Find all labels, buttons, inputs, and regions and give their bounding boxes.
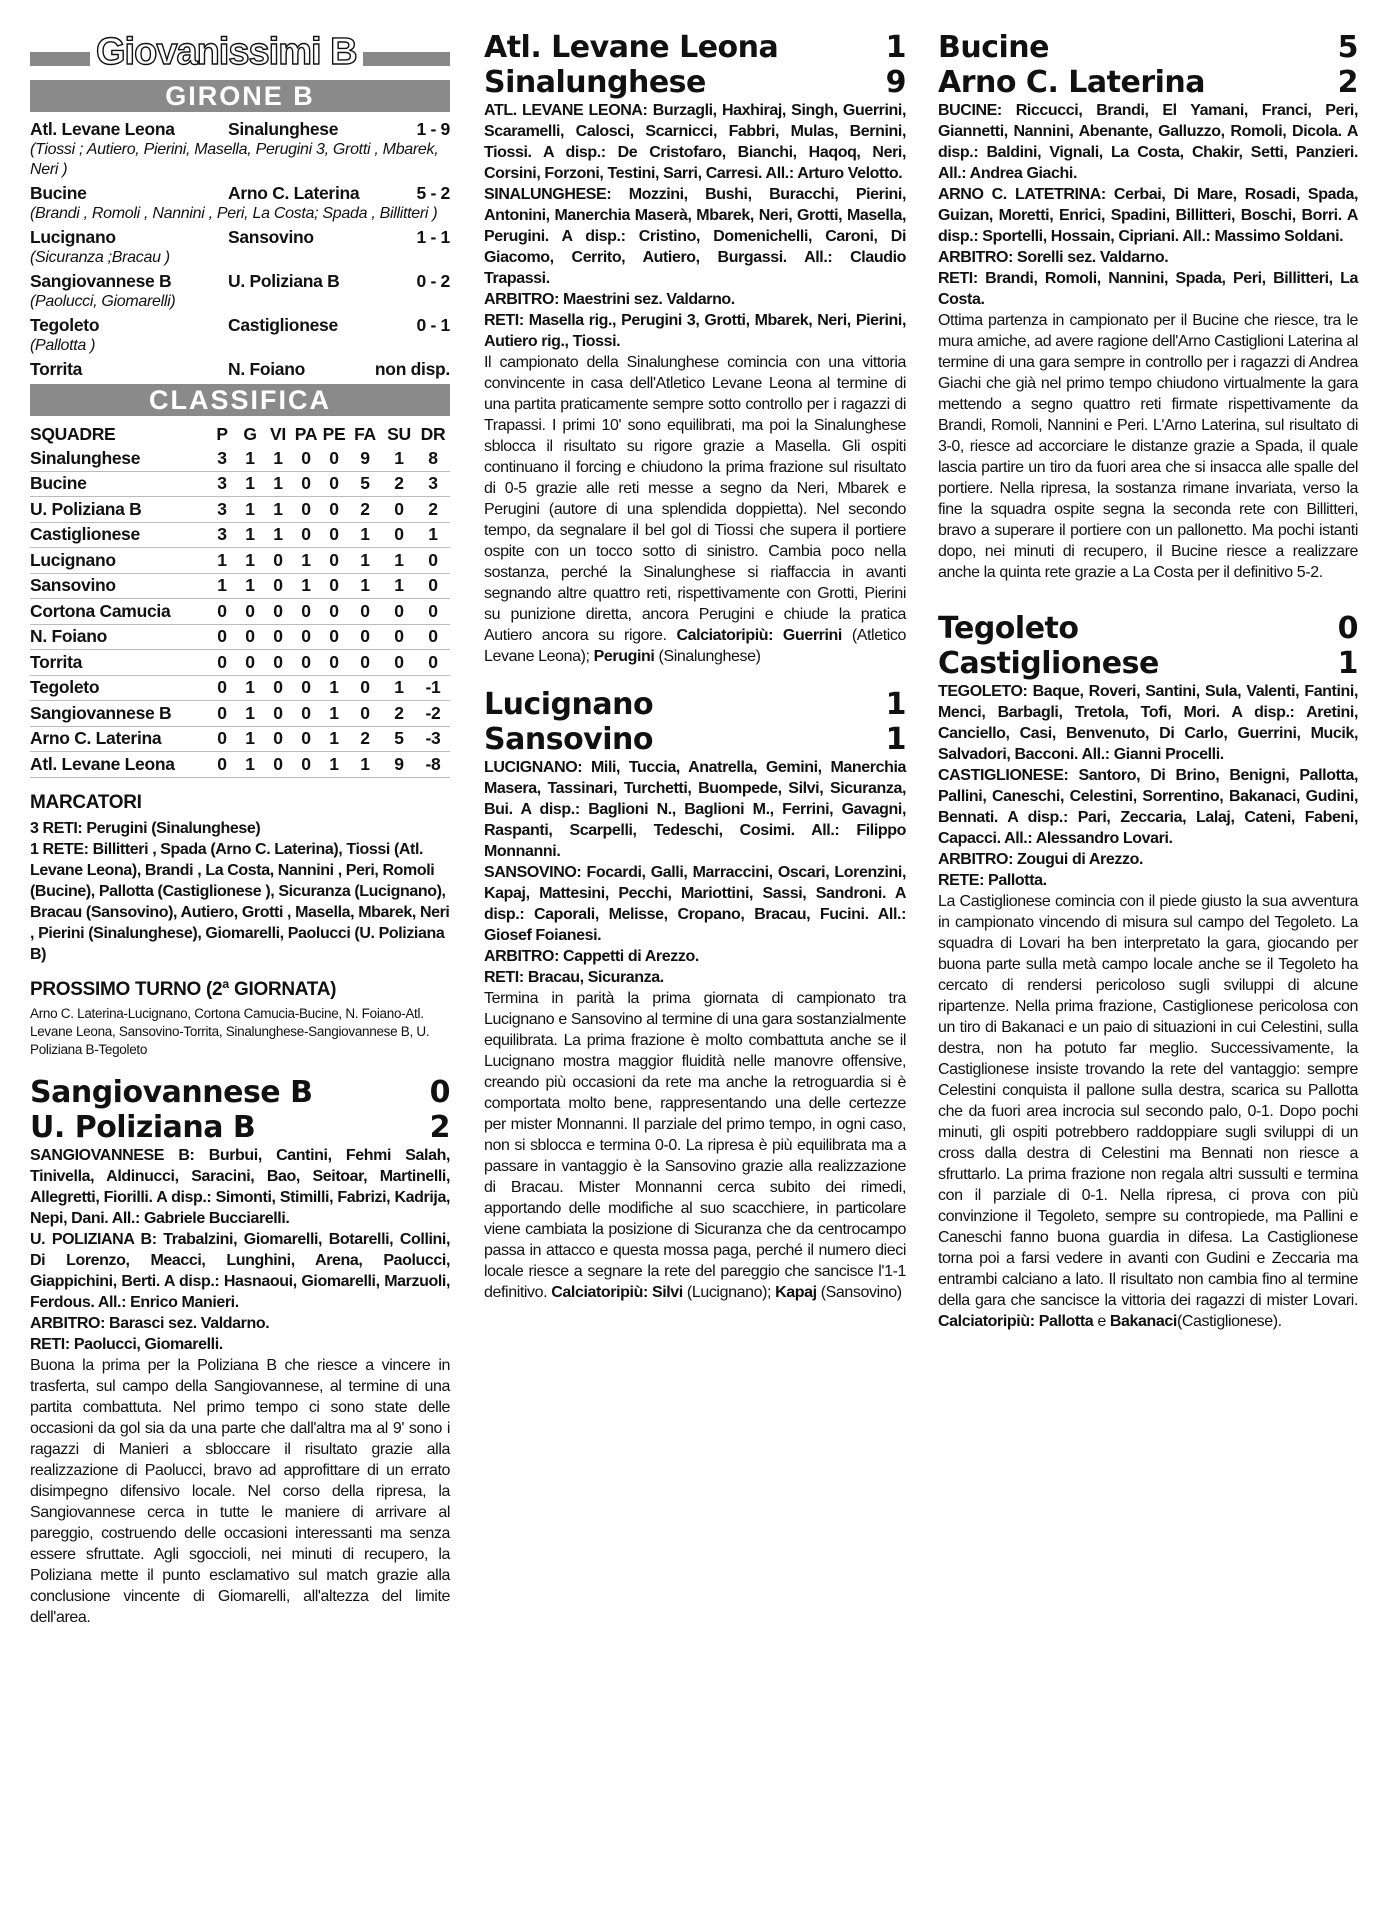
match-report-tegoleto — [938, 611, 1358, 1332]
standings-value: 1 — [320, 701, 348, 727]
standings-value: 0 — [292, 650, 320, 676]
scorers-title: MARCATORI — [30, 791, 142, 813]
standings-value: 1 — [236, 752, 264, 778]
away-team: Sinalunghese — [228, 119, 339, 139]
match-header-home — [938, 611, 1358, 646]
standings-value: 0 — [208, 624, 236, 650]
standings-value: 0 — [264, 624, 292, 650]
standings-value: 0 — [348, 675, 382, 701]
standings-team: Atl. Levane Leona — [30, 752, 208, 778]
away-team: Arno C. Laterina — [228, 183, 360, 203]
goals: RETI: Brandi, Romoli, Nannini, Spada, Peri, Billitteri, La Costa. — [938, 270, 1358, 308]
standings-value: 0 — [320, 548, 348, 574]
standings-value: 1 — [292, 548, 320, 574]
standings-value: 0 — [382, 650, 416, 676]
report-text: Termina in parità la prima giornata di campionato tra Lucignano e Sansovino al termine di una gara sostanzialmente equilibrata. La prima frazione è molto combattuta anche se il Lucignano mostra maggior fluidità nelle manovre offensive, creando più occasioni da rete ma anche la retroguardia si è comportata molto bene, rappresentando una delle certezze per mister Monnanni. Il parziale del primo tempo, in ogni caso, non si sblocca e termina 0-0. La ripresa è più equilibrata ma a passare in vantaggio è la Sansovino grazie alla realizzazione di Bracau. Mister Monnanni cerca subito dei rimedi, apportando delle modifiche al suo scacchiere, in particolare viene cambiata la posizione di Sicuranza che da centrocampo passa in attacco e questa mossa paga, perché il numero dieci locale riesce a segnare la rete del pareggio che sancisce l'1-1 definitivo. — [484, 990, 906, 1301]
standings-value: 1 — [264, 446, 292, 471]
away-team: Castiglionese — [938, 646, 1159, 681]
standings-header-stat: PE — [322, 423, 346, 444]
standings-value: 0 — [264, 573, 292, 599]
standings-value: 0 — [292, 497, 320, 523]
best-player-team: (Lucignano); — [686, 1284, 772, 1301]
home-team: Bucine — [938, 30, 1049, 65]
match-report — [484, 988, 906, 1303]
standings-body — [30, 446, 450, 777]
match-report-levane — [484, 30, 906, 667]
standings-value: 2 — [382, 471, 416, 497]
match-report-sangiovannese — [30, 1075, 450, 1628]
standings-value: 0 — [292, 471, 320, 497]
standings-header-stat: FA — [354, 423, 376, 444]
away-team: Arno C. Laterina — [938, 65, 1206, 100]
standings-value: 0 — [382, 599, 416, 625]
away-score: 9 — [885, 65, 906, 100]
standings-value: 1 — [416, 522, 450, 548]
standings-value: 0 — [208, 675, 236, 701]
standings-row — [30, 548, 450, 574]
standings-row — [30, 701, 450, 727]
standings-value: 0 — [292, 752, 320, 778]
standings-value: -1 — [416, 675, 450, 701]
away-lineup: SINALUNGHESE: Mozzini, Bushi, Buracchi, Pierini, Antonini, Manerchia Maserà, Mbarek, Neri, Grotti, Masella, Perugini. A disp.: Cristino, Domenichelli, Caroni, Di Giacomo, Cerrito, Autiero, Burgassi. All.: Claudio Trapassi. — [484, 186, 906, 287]
result-scorers: (Sicuranza ;Bracau ) — [30, 249, 170, 266]
section-title: Giovanissimi B — [90, 30, 363, 74]
away-lineup: U. POLIZIANA B: Trabalzini, Giomarelli, Botarelli, Collini, Di Lorenzo, Meacci, Lunghini, Arena, Paolucci, Giappichini, Berti. A disp.: Hasnaoui, Giomarelli, Marzuoli, Ferdous. All.: Enrico Manieri. — [30, 1230, 450, 1311]
standings-row — [30, 497, 450, 523]
home-team: Tegoleto — [938, 611, 1079, 646]
standings-row — [30, 471, 450, 497]
standings-team: Arno C. Laterina — [30, 726, 208, 752]
standings-value: 2 — [382, 701, 416, 727]
standings-value: 0 — [348, 701, 382, 727]
best-player-team: (Sinalunghese) — [658, 648, 761, 665]
standings-value: 1 — [236, 573, 264, 599]
home-lineup: SANGIOVANNESE B: Burbui, Cantini, Fehmi Salah, Tinivella, Aldinucci, Saracini, Bao, Seitoar, Martinelli, Allegretti, Fiorilli. A disp.: Simonti, Stimilli, Fabrizi, Kadrija, Nepi, Dani. All.: Gabriele Bucciarelli. — [30, 1146, 450, 1227]
standings-value: 0 — [348, 624, 382, 650]
match-header-away — [484, 65, 906, 100]
score: 5 - 2 — [416, 183, 450, 203]
away-team: U. Poliziana B — [30, 1109, 256, 1145]
result-scorers: (Tiossi ; Autiero, Pierini, Masella, Perugini 3, Grotti , Mbarek, Neri ) — [30, 141, 439, 178]
match-header-home — [938, 30, 1358, 65]
standings-value: 1 — [236, 675, 264, 701]
home-team: Sangiovannese B — [30, 271, 172, 291]
match-report-bucine — [938, 30, 1358, 583]
standings-value: -8 — [416, 752, 450, 778]
standings-value: 2 — [416, 497, 450, 523]
standings-value: 1 — [320, 726, 348, 752]
result-item — [30, 358, 450, 380]
best-player-connector: e — [1097, 1313, 1106, 1330]
standings-value: 1 — [320, 675, 348, 701]
standings-value: 0 — [416, 548, 450, 574]
best-player: Guerrini — [782, 627, 842, 644]
home-team: Bucine — [30, 183, 87, 203]
result-scorers: (Paolucci, Giomarelli) — [30, 293, 176, 310]
standings-value: 0 — [320, 650, 348, 676]
away-team: Sansovino — [484, 722, 653, 757]
standings-value: 1 — [348, 573, 382, 599]
standings-value: 0 — [320, 471, 348, 497]
standings-value: 0 — [292, 726, 320, 752]
standings-value: 0 — [264, 675, 292, 701]
match-report — [938, 891, 1358, 1332]
referee: ARBITRO: Barasci sez. Valdarno. — [30, 1314, 270, 1332]
home-lineup: BUCINE: Riccucci, Brandi, El Yamani, Franci, Peri, Giannetti, Nannini, Abenante, Galluzzo, Romoli, Dicola. A disp.: Baldini, Vignali, La Costa, Chakir, Setti, Panzieri. All.: Andrea Giachi. — [938, 102, 1358, 182]
home-lineup: ATL. LEVANE LEONA: Burzagli, Haxhiraj, Singh, Guerrini, Scaramelli, Calosci, Scarnicci, Fabbri, Mulas, Bernini, Tiossi. A disp.: De Cristofaro, Bianchi, Haqoq, Neri, Corsini, Forzoni, Testini, Sarri, Carresi. All.: Arturo Velotto. — [484, 102, 906, 182]
best-player-team: (Castiglionese). — [1176, 1313, 1282, 1330]
best-player: Pallotta — [1038, 1313, 1094, 1330]
standings-value: 0 — [208, 650, 236, 676]
away-team: Sansovino — [228, 227, 314, 247]
standings-value: 0 — [416, 624, 450, 650]
home-lineup: TEGOLETO: Baque, Roveri, Santini, Sula, Valenti, Fantini, Menci, Barbagli, Tretola, Tofi, Mori. A disp.: Aretini, Canciello, Casi, Benvenuto, Di Carlo, Guerrini, Mucik, Salvadori, Bacconi. All.: Gianni Procelli. — [938, 683, 1358, 763]
column-middle — [484, 30, 906, 1323]
standings-team: Torrita — [30, 650, 208, 676]
standings-value: 0 — [416, 573, 450, 599]
standings-value: -2 — [416, 701, 450, 727]
standings-value: 5 — [382, 726, 416, 752]
standings-value: 0 — [320, 624, 348, 650]
best-player-team: (Atletico Levane Leona); — [484, 627, 907, 665]
standings-value: 0 — [320, 573, 348, 599]
match-report — [484, 352, 906, 667]
scorers-one-goal: 1 RETE: Billitteri , Spada (Arno C. Laterina), Tiossi (Atl. Levane Leona), Brandi , La Costa, Nannini , Peri, Romoli (Bucine), Pallotta (Castiglionese ), Sicuranza (Lucignano), Bracau (Sansovino), Autiero, Grotti , Masella, Mbarek, Neri , Pierini (Sinalunghese), Giomarelli, Paolucci (U. Poliziana B) — [30, 840, 450, 963]
standings-header-stat: VI — [270, 423, 286, 444]
home-team: Atl. Levane Leona — [30, 119, 175, 139]
standings-value: 0 — [320, 497, 348, 523]
standings-value: 3 — [208, 522, 236, 548]
report-text: Il campionato della Sinalunghese comincia con una vittoria convincente in casa dell'Atletico Levane Leona al termine di una partita praticamente sempre sotto controllo per i ragazzi di Trapassi. I primi 10' sono equilibrati, ma poi la Sinalunghese sblocca il risultato su rigore grazie a Masella. Gli ospiti continuano il forcing e chiudono la prima frazione sul risultato di 0-5 grazie alle reti messe a segno da Neri, Mbarek e Perugini (autore di una splendida doppietta). Nel secondo tempo, da segnalare il bel gol di Tiossi che supera il portiere ospite con un tocco sotto di sinistro. Cambia poco nella sostanza, perché la Sinalunghese si riaffaccia in avanti segnando altre quattro reti, rispettivamente con Grotti, Pierini su punizione diretta, ancora Perugini e chiude la pratica Autiero ancora su rigore. — [484, 354, 906, 644]
result-scorers: (Pallotta ) — [30, 337, 96, 354]
home-score: 0 — [1337, 611, 1358, 646]
standings-header-stat: SU — [387, 423, 411, 444]
standings-value: 0 — [292, 446, 320, 471]
referee: ARBITRO: Sorelli sez. Valdarno. — [938, 249, 1169, 266]
result-item — [30, 226, 450, 268]
match-header-away — [484, 722, 906, 757]
next-round-fixtures: Arno C. Laterina-Lucignano, Cortona Camucia-Bucine, N. Foiano-Atl. Levane Leona, Sansovino-Torrita, Sinalunghese-Sangiovannese B, U. Poliziana B-Tegoleto — [30, 1005, 430, 1057]
standings-team: Bucine — [30, 471, 208, 497]
standings-value: 3 — [208, 471, 236, 497]
away-lineup: SANSOVINO: Focardi, Galli, Marraccini, Oscari, Lorenzini, Kapaj, Mattesini, Pecchi, Mariottini, Sassi, Sandroni. A disp.: Caporali, Melisse, Cropano, Bracau, Fucini. All.: Giosef Foianesi. — [484, 864, 906, 944]
standings-value: 0 — [292, 522, 320, 548]
best-player: Perugini — [593, 648, 655, 665]
best-players-label: Calciatoripiù: — [938, 1313, 1035, 1330]
standings-value: 9 — [382, 752, 416, 778]
away-score: 1 — [885, 722, 906, 757]
standings-value: 1 — [382, 573, 416, 599]
standings-row — [30, 599, 450, 625]
standings-team: N. Foiano — [30, 624, 208, 650]
away-score: 2 — [1337, 65, 1358, 100]
best-player: Kapaj — [775, 1284, 817, 1301]
standings-value: 3 — [416, 471, 450, 497]
standings-value: 0 — [292, 599, 320, 625]
goals: RETE: Pallotta. — [938, 872, 1047, 889]
standings-value: 0 — [264, 599, 292, 625]
home-score: 1 — [885, 687, 906, 722]
standings-value: 1 — [236, 701, 264, 727]
best-player-team: (Sansovino) — [820, 1284, 902, 1301]
goals: RETI: Bracau, Sicuranza. — [484, 969, 664, 986]
score: 0 - 1 — [416, 315, 450, 335]
standings-value: 0 — [264, 548, 292, 574]
away-team: N. Foiano — [228, 359, 306, 379]
match-header-away — [30, 1110, 450, 1145]
away-team: U. Poliziana B — [228, 271, 340, 291]
standings-value: 1 — [292, 573, 320, 599]
standings-value: 1 — [236, 446, 264, 471]
standings-value: 9 — [348, 446, 382, 471]
scorers-three-goals: 3 RETI: Perugini (Sinalunghese) — [30, 819, 261, 837]
score: 1 - 1 — [416, 227, 450, 247]
standings-value: 0 — [208, 599, 236, 625]
home-team: Tegoleto — [30, 315, 100, 335]
best-player: Bakanaci — [1109, 1313, 1177, 1330]
goals: RETI: Paolucci, Giomarelli. — [30, 1335, 223, 1353]
standings-row — [30, 675, 450, 701]
standings-row — [30, 573, 450, 599]
result-item — [30, 314, 450, 356]
standings-value: 0 — [208, 726, 236, 752]
referee: ARBITRO: Zougui di Arezzo. — [938, 851, 1143, 868]
standings-row — [30, 522, 450, 548]
match-header-home — [484, 687, 906, 722]
standings-value: 1 — [236, 522, 264, 548]
best-player: Silvi — [651, 1284, 683, 1301]
standings-table — [30, 422, 450, 778]
away-lineup: ARNO C. LATETRINA: Cerbai, Di Mare, Rosadi, Spada, Guizan, Moretti, Enrici, Spadini, Billitteri, Boschi, Borri. A disp.: Sportelli, Hossain, Cipriani. All.: Massimo Soldani. — [938, 186, 1358, 245]
standings-value: 0 — [382, 497, 416, 523]
standings-value: 1 — [382, 446, 416, 471]
standings-value: 3 — [208, 446, 236, 471]
away-lineup: CASTIGLIONESE: Santoro, Di Brino, Benigni, Pallotta, Pallini, Caneschi, Celestini, Sorrentino, Bakanaci, Gudini, Bennati. A disp.: Pari, Zeccaria, Lalaj, Cateni, Fabeni, Capacci. All.: Alessandro Lovari. — [938, 767, 1358, 847]
home-score: 0 — [429, 1074, 450, 1110]
standings-value: 0 — [416, 650, 450, 676]
standings-value: 1 — [236, 548, 264, 574]
standings-header-stat: DR — [420, 423, 446, 444]
standings-value: 1 — [382, 675, 416, 701]
standings-value: 0 — [264, 701, 292, 727]
standings-value: 0 — [264, 752, 292, 778]
home-score: 1 — [885, 30, 906, 65]
standings-row — [30, 752, 450, 778]
home-team: Atl. Levane Leona — [484, 30, 779, 65]
standings-value: 1 — [348, 548, 382, 574]
referee: ARBITRO: Maestrini sez. Valdarno. — [484, 291, 735, 308]
standings-value: 1 — [236, 471, 264, 497]
match-header-home — [30, 1075, 450, 1110]
match-header-home — [484, 30, 906, 65]
column-right — [938, 30, 1358, 1352]
referee: ARBITRO: Cappetti di Arezzo. — [484, 948, 699, 965]
home-score: 5 — [1337, 30, 1358, 65]
standings-team: Sansovino — [30, 573, 208, 599]
score: 1 - 9 — [416, 119, 450, 139]
standings-value: 1 — [236, 726, 264, 752]
standings-team: Sangiovannese B — [30, 701, 208, 727]
away-team: Sinalunghese — [484, 65, 706, 100]
away-score: 2 — [429, 1109, 450, 1145]
home-team: Torrita — [30, 359, 83, 379]
match-header-away — [938, 65, 1358, 100]
standings-value: 1 — [348, 522, 382, 548]
standings-value: 0 — [382, 522, 416, 548]
result-item — [30, 270, 450, 312]
standings-value: 2 — [348, 726, 382, 752]
standings-value: 0 — [382, 624, 416, 650]
standings-header-team: SQUADRE — [30, 423, 116, 444]
standings-value: 1 — [264, 522, 292, 548]
standings-team: Sinalunghese — [30, 446, 208, 471]
best-players-label: Calciatoripiù: — [551, 1284, 648, 1301]
standings-value: 2 — [348, 497, 382, 523]
standings-header-stat: G — [243, 423, 257, 444]
column-left — [30, 30, 450, 1648]
standings-value: 0 — [208, 701, 236, 727]
standings-value: 1 — [348, 752, 382, 778]
match-report: Ottima partenza in campionato per il Bucine che riesce, tra le mura amiche, ad avere ragione dell'Arno Castiglioni Laterina al termine di una gara sempre in controllo per i ragazzi di Andrea Giachi che già nel primo tempo chiudono virtualmente la gara mettendo a segno quattro reti firmate rispettivamente da Brandi, Romoli, Nannini e Peri. L'Arno Laterina, sul risultato di 3-0, riesce ad accorciare le distanze grazie a Spada, il quale lascia partire un tiro da fuori area che si insacca alle spalle del portiere. Nella ripresa, la sostanza rimane invariata, verso la fine la squadra ospite segna la seconda rete con Billitteri, bravo a superare il portiere con un pallonetto. Ma pochi istanti dopo, nei minuti di recupero, il Bucine riesce a realizzare anche la quinta rete grazie a La Costa per il definitivo 5-2. — [938, 312, 1358, 581]
result-scorers: (Brandi , Romoli , Nannini , Peri, La Costa; Spada , Billitteri ) — [30, 205, 438, 222]
report-text: La Castiglionese comincia con il piede giusto la sua avventura in campionato vincendo di misura sul campo del Tegoleto. La squadra di Lovari ha ben interpretato la gara, giocando per buona parte sulla metà campo locale anche se il Tegoleto ha cercato di rendersi pericoloso sugli sviluppi di alcune ripartenze. Nella prima frazione, Castiglionese pericolosa con un tiro di Bakanaci e un paio di situazioni in cui Celestini, sulla destra, non ha potuto far meglio. Successivamente, la Castiglionese insiste trovando la rete del vantaggio: sempre Celestini conquista il pallone sulla destra, scarica su Pallotta che da fuori area incrocia sul secondo palo, 0-1. Dopo pochi minuti, gli ospiti potrebbero raddoppiare sugli sviluppi di un cross dalla destra di Celestini ma Bennati non riesce a sfruttarlo. La prima frazione non regala altri sussulti e termina con il parziale di 0-1. Nella ripresa, ci prova con più convinzione il Tegoleto, sempre su contropiede, ma Pallini e Caneschi fanno buona guardia in difesa. La Castiglionese torna poi a farsi vedere in avanti con Gudini e Zeccaria ma entrambi calciano a lato. Il risultato non cambia fino al termine della gara che sancisce la vittoria dei ragazzi di mister Lovari. — [938, 893, 1358, 1309]
next-round-title: PROSSIMO TURNO (2ª GIORNATA) — [30, 978, 337, 1000]
group-title: GIRONE B — [30, 80, 450, 112]
standings-value: 0 — [348, 650, 382, 676]
standings-value: -3 — [416, 726, 450, 752]
standings-row — [30, 446, 450, 471]
standings-value: 0 — [236, 650, 264, 676]
home-team: Lucignano — [30, 227, 116, 247]
score: non disp. — [374, 359, 450, 379]
standings-team: Cortona Camucia — [30, 599, 208, 625]
away-team: Castiglionese — [228, 315, 338, 335]
standings-value: 1 — [264, 471, 292, 497]
standings-row — [30, 624, 450, 650]
results-list — [30, 118, 450, 380]
match-header-away — [938, 646, 1358, 681]
home-team: Lucignano — [484, 687, 654, 722]
standings-header-stat: P — [216, 423, 228, 444]
standings-value: 0 — [348, 599, 382, 625]
standings-value: 0 — [264, 726, 292, 752]
match-report-lucignano — [484, 687, 906, 1303]
standings-row — [30, 726, 450, 752]
standings-value: 0 — [264, 650, 292, 676]
standings-team: Lucignano — [30, 548, 208, 574]
standings-value: 0 — [292, 675, 320, 701]
standings-value: 1 — [320, 752, 348, 778]
result-item — [30, 182, 450, 224]
home-lineup: LUCIGNANO: Mili, Tuccia, Anatrella, Gemini, Manerchia Masera, Tassinari, Turchetti, Buompede, Silvi, Sicuranza, Bui. A disp.: Baglioni N., Baglioni M., Ferrini, Gavagni, Raspanti, Scarpelli, Tedeschi, Cosimi. All.: Filippo Monnanni. — [484, 759, 906, 860]
away-score: 1 — [1337, 646, 1358, 681]
standings-value: 0 — [236, 599, 264, 625]
standings-value: 5 — [348, 471, 382, 497]
standings-value: 0 — [292, 701, 320, 727]
standings-value: 0 — [236, 624, 264, 650]
best-players-label: Calciatoripiù: — [676, 627, 774, 644]
standings-team: Tegoleto — [30, 675, 208, 701]
standings-header-row — [30, 422, 450, 446]
standings-value: 0 — [416, 599, 450, 625]
standings-value: 0 — [292, 624, 320, 650]
standings-value: 1 — [208, 548, 236, 574]
standings-value: 8 — [416, 446, 450, 471]
section-banner — [30, 30, 450, 74]
home-team: Sangiovannese B — [30, 1074, 313, 1110]
score: 0 - 2 — [416, 271, 450, 291]
standings-title: CLASSIFICA — [30, 384, 450, 416]
standings-value: 1 — [264, 497, 292, 523]
standings-team: U. Poliziana B — [30, 497, 208, 523]
standings-value: 1 — [208, 573, 236, 599]
standings-value: 0 — [320, 446, 348, 471]
match-report: Buona la prima per la Poliziana B che riesce a vincere in trasferta, sul campo della Sangiovannese, al termine di una partita combattuta. Nel primo tempo ci sono state delle occasioni da gol sia da una parte che dall'altra ma al 9' sono i ragazzi di Manieri a sbloccare il risultato grazie alla realizzazione di Paolucci, bravo ad approfittare di un errato disimpegno difensivo locale. Nel corso della ripresa, la Sangiovannese cerca in tutte le maniere di arrivare al pareggio, costruendo delle occasioni interessanti ma senza essere sfruttate. Agli sgoccioli, nei minuti di recupero, la Poliziana mette il punto esclamativo sul match grazie alla conclusione vincente di Giomarelli, all'altezza del limite dell'area. — [30, 1356, 450, 1626]
standings-value: 0 — [320, 522, 348, 548]
goals: RETI: Masella rig., Perugini 3, Grotti, Mbarek, Neri, Pierini, Autiero rig., Tiossi. — [484, 312, 906, 350]
standings-team: Castiglionese — [30, 522, 208, 548]
standings-value: 0 — [208, 752, 236, 778]
standings-value: 0 — [320, 599, 348, 625]
standings-value: 3 — [208, 497, 236, 523]
standings-value: 1 — [236, 497, 264, 523]
standings-value: 1 — [382, 548, 416, 574]
standings-header-stat: PA — [294, 423, 318, 444]
result-item — [30, 118, 450, 180]
standings-row — [30, 650, 450, 676]
